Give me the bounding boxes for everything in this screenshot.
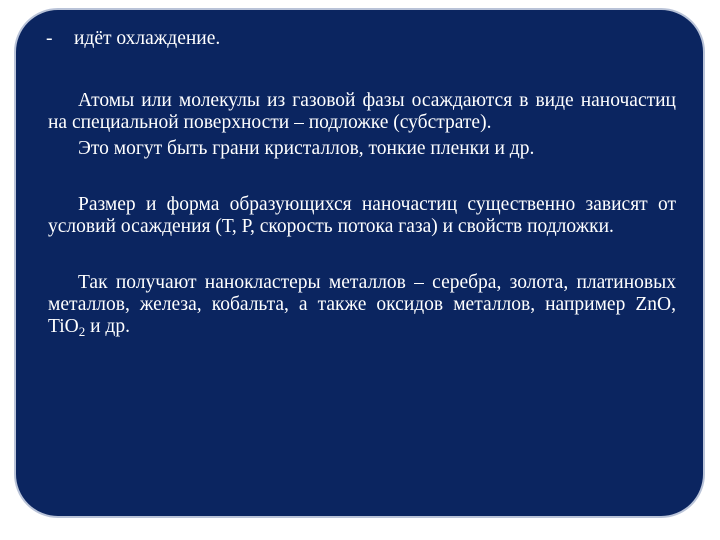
subscript-2: 2 [78, 324, 86, 339]
bullet-dash: - [46, 28, 53, 49]
intro-text: идёт охлаждение. [74, 28, 221, 49]
nanoclusters-text: Так получают нанокластеры металлов – серебра, золота, платиновых металлов, железа, кобальта, а также оксидов металлов, например ZnO, TiO [48, 272, 676, 337]
paragraph-size-shape: Размер и форма образующихся наночастиц существенно зависят от условий осаждения (Т, Р, скорость потока газа) и свойств подложки. [48, 194, 676, 237]
intro-line [48, 28, 676, 50]
paragraph-nanoclusters [48, 272, 676, 338]
paragraph-substrates: Это могут быть грани кристаллов, тонкие пленки и др. [78, 138, 535, 159]
nanoclusters-text-end: и др. [85, 316, 130, 337]
slide-content [48, 28, 676, 338]
paragraph-deposition: Атомы или молекулы из газовой фазы осаждаются в виде наночастиц на специальной поверхности – подложке (субстрате). [48, 90, 676, 133]
